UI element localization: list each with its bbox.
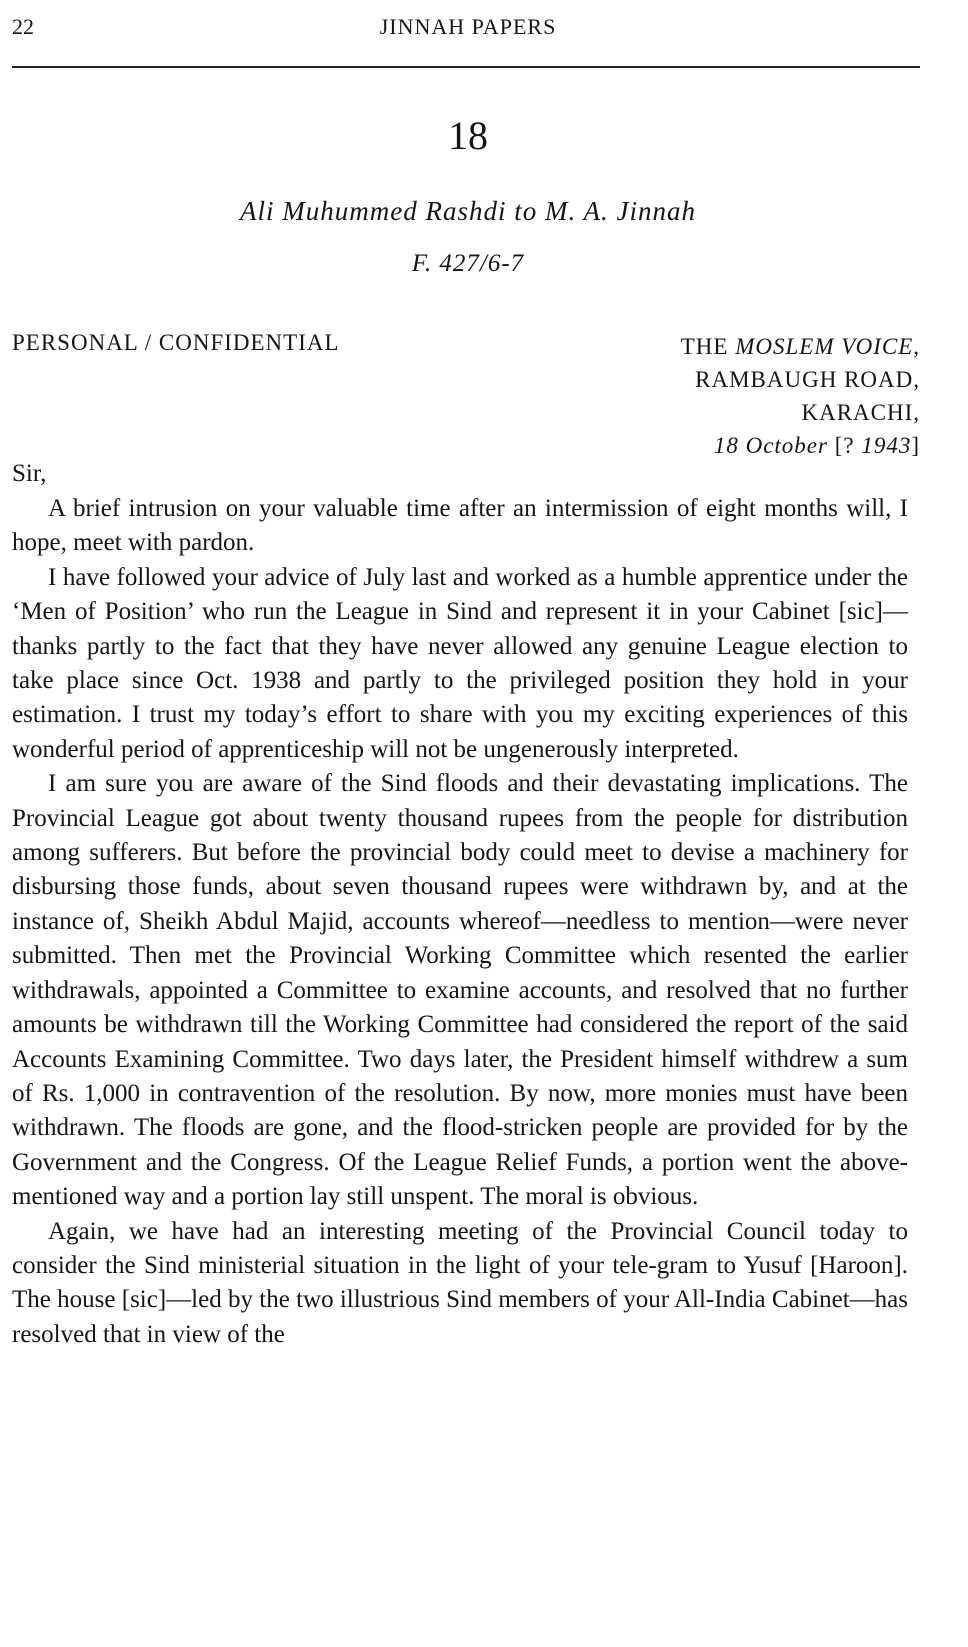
address-publication-line: [681, 330, 920, 363]
sender-address: [681, 330, 920, 462]
header-rule: [12, 66, 920, 68]
document-heading: Ali Muhummed Rashdi to M. A. Jinnah: [240, 196, 696, 226]
address-city: KARACHI,: [801, 400, 920, 425]
letter-date-year: 1943: [861, 433, 912, 458]
body-paragraph: A brief intrusion on your valuable time after an intermission of eight months will, I hope, meet with pardon.: [12, 495, 908, 557]
classification-label: PERSONAL / CONFIDENTIAL: [12, 330, 340, 355]
document-number: 18: [448, 113, 488, 158]
running-title: JINNAH PAPERS: [379, 14, 557, 39]
letter-date-day: 18 October: [713, 433, 828, 458]
body-paragraph: I have followed your advice of July last and worked as a humble apprentice under the ‘Men of Position’ who run the League in Sind and represent it in your Cabinet [sic]—thanks partly to the fact that they have never allowed any genuine League election to take place since Oct. 1938 and partly to the privileged position they hold in your estimation. I trust my today’s effort to share with you my exciting experiences of this wonderful period of apprenticeship will not be ungenerously interpreted.: [12, 563, 908, 763]
running-head: [0, 14, 968, 44]
letter-date: [681, 429, 920, 462]
salutation: Sir,: [12, 460, 47, 487]
file-reference: F. 427/6-7: [411, 250, 525, 277]
letter-date-bracket: [?: [827, 433, 862, 458]
page-number: 22: [12, 14, 34, 39]
publication-name: MOSLEM VOICE,: [735, 334, 920, 359]
letter-date-close: ]: [911, 433, 920, 458]
body-paragraph: I am sure you are aware of the Sind floods and their devastating implications. The Provincial League got about twenty thousand rupees from the people for distribution among sufferers. But before the provincial body could meet to devise a machinery for disbursing those funds, about seven thousand rupees were withdrawn by, and at the instance of, Sheikh Abdul Majid, accounts whereof—needless to mention—were never submitted. Then met the Provincial Working Committee which resented the earlier withdrawals, appointed a Committee to examine accounts, and resolved that no further amounts be withdrawn till the Working Committee had considered the report of the said Accounts Examining Committee. Two days later, the President himself withdrew a sum of Rs. 1,000 in contravention of the resolution. By now, more monies must have been withdrawn. The floods are gone, and the flood-stricken people are provided for by the Government and the Congress. Of the League Relief Funds, a portion went the above-mentioned way and a portion lay still unspent. The moral is obvious.: [12, 770, 908, 1211]
body-paragraph: Again, we have had an interesting meeting of the Provincial Council today to consider the Sind ministerial situation in the light of your tele-gram to Yusuf [Haroon]. The house [sic]—led by the two illustrious Sind members of your All-India Cabinet—has resolved that in view of the: [12, 1217, 908, 1348]
address-prefix: THE: [680, 334, 736, 359]
address-street: RAMBAUGH ROAD,: [695, 367, 920, 392]
letter-body: [12, 492, 908, 1352]
